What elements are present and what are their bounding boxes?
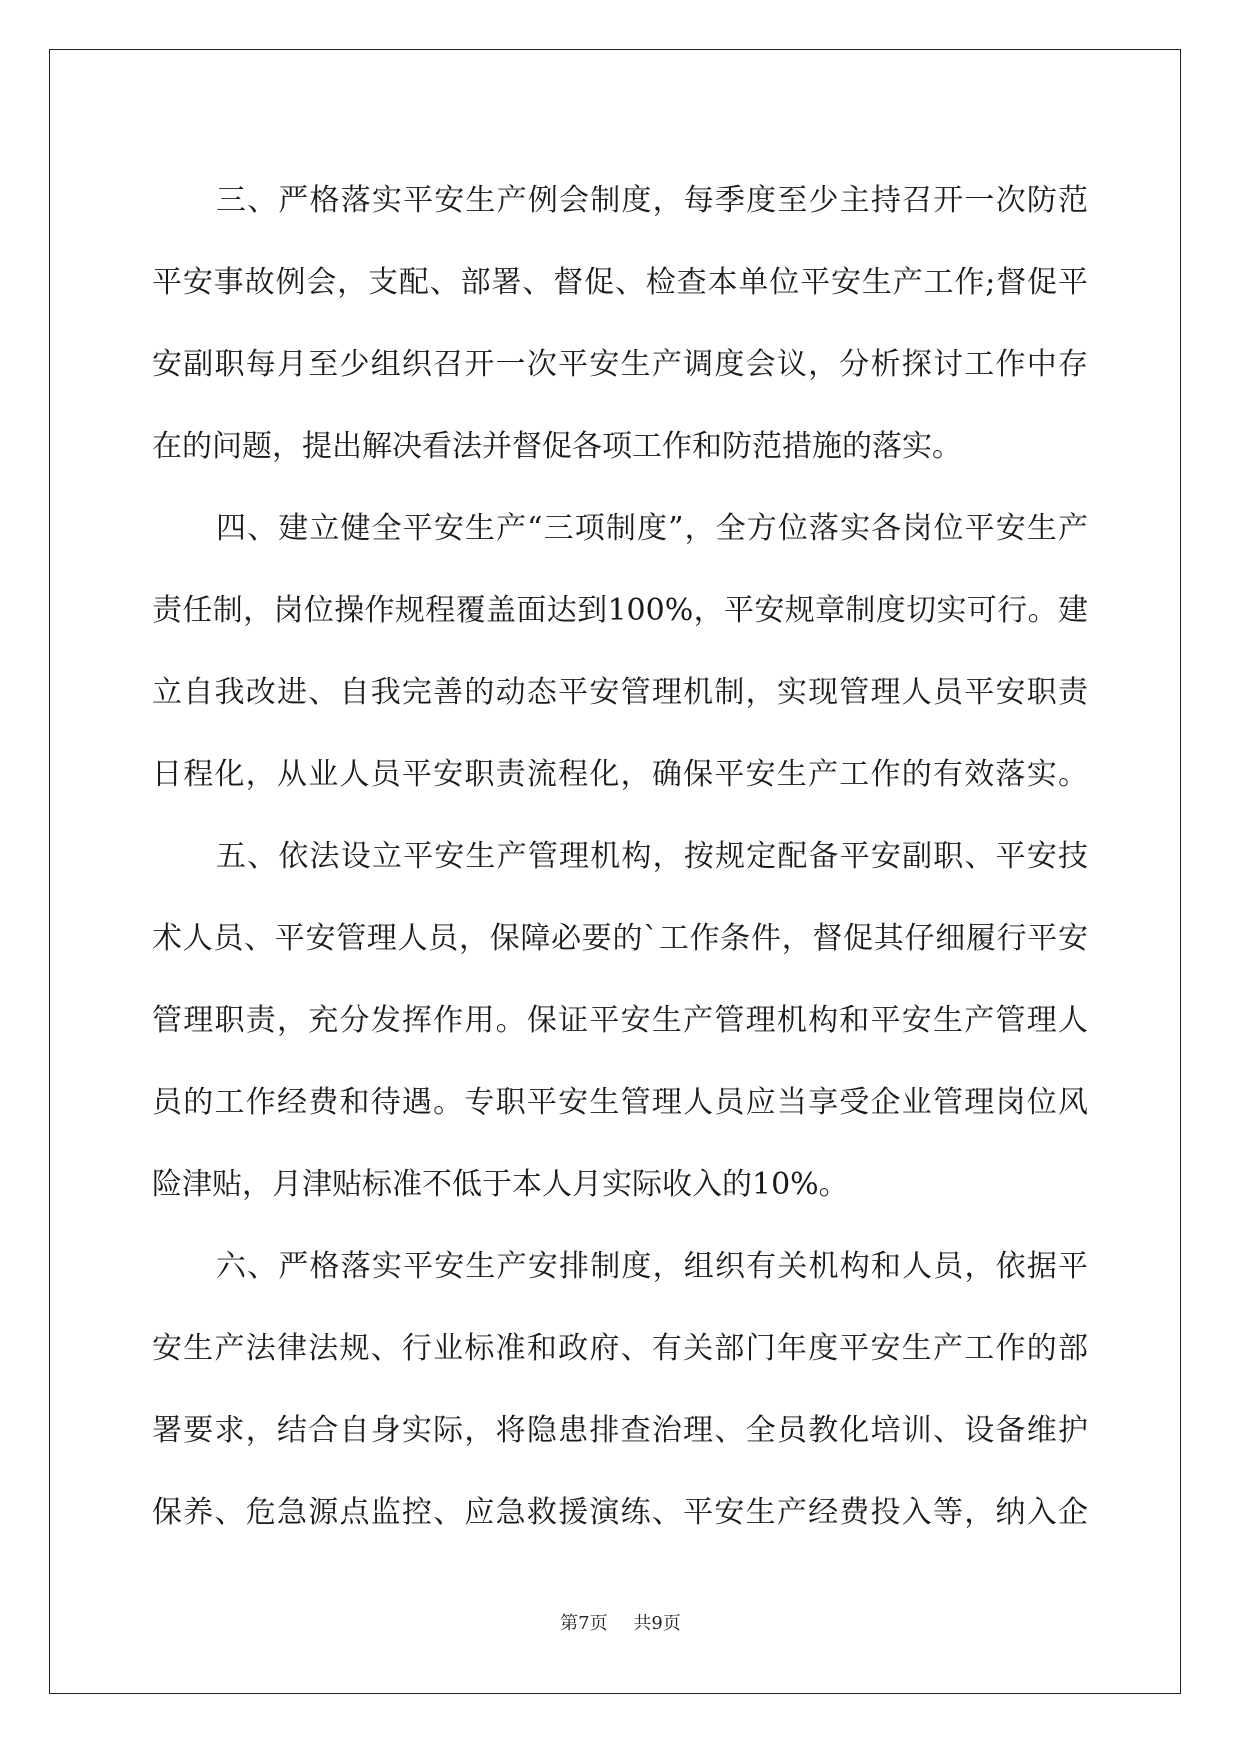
paragraph-line: 五、依法设立平安生产管理机构，按规定配备平安副职、平安技 (216, 839, 1088, 874)
paragraph-line: 在的问题，提出解决看法并督促各项工作和防范措施的落实。 (152, 429, 962, 464)
page-footer (0, 1609, 1241, 1635)
paragraph-line: 险津贴，月津贴标准不低于本人月实际收入的10%。 (152, 1167, 849, 1202)
paragraph-line: 术人员、平安管理人员，保障必要的`工作条件，督促其仔细履行平安 (152, 921, 1088, 956)
paragraph-line: 署要求，结合自身实际，将隐患排查治理、全员教化培训、设备维护 (152, 1413, 1088, 1448)
paragraph-line: 保养、危急源点监控、应急救援演练、平安生产经费投入等，纳入企 (152, 1495, 1088, 1530)
paragraph-line: 责任制，岗位操作规程覆盖面达到100%，平安规章制度切实可行。建 (152, 593, 1088, 628)
page-number-total: 共9页 (633, 1613, 681, 1634)
paragraph-line: 三、严格落实平安生产例会制度，每季度至少主持召开一次防范 (216, 183, 1088, 218)
page-number-current: 第7页 (560, 1613, 608, 1634)
paragraph-line: 四、建立健全平安生产“三项制度”，全方位落实各岗位平安生产 (216, 511, 1088, 546)
document-body (152, 160, 1088, 1554)
paragraph-line: 安生产法律法规、行业标准和政府、有关部门年度平安生产工作的部 (152, 1331, 1088, 1366)
paragraph-line: 六、严格落实平安生产安排制度，组织有关机构和人员，依据平 (216, 1249, 1088, 1284)
paragraph-line: 员的工作经费和待遇。专职平安生管理人员应当享受企业管理岗位风 (152, 1085, 1088, 1120)
paragraph-line: 日程化，从业人员平安职责流程化，确保平安生产工作的有效落实。 (152, 757, 1088, 792)
paragraph-line: 立自我改进、自我完善的动态平安管理机制，实现管理人员平安职责 (152, 675, 1088, 710)
paragraph-line: 平安事故例会，支配、部署、督促、检查本单位平安生产工作;督促平 (152, 265, 1088, 300)
paragraph-line: 安副职每月至少组织召开一次平安生产调度会议，分析探讨工作中存 (152, 347, 1088, 382)
paragraph-line: 管理职责，充分发挥作用。保证平安生产管理机构和平安生产管理人 (152, 1003, 1088, 1038)
